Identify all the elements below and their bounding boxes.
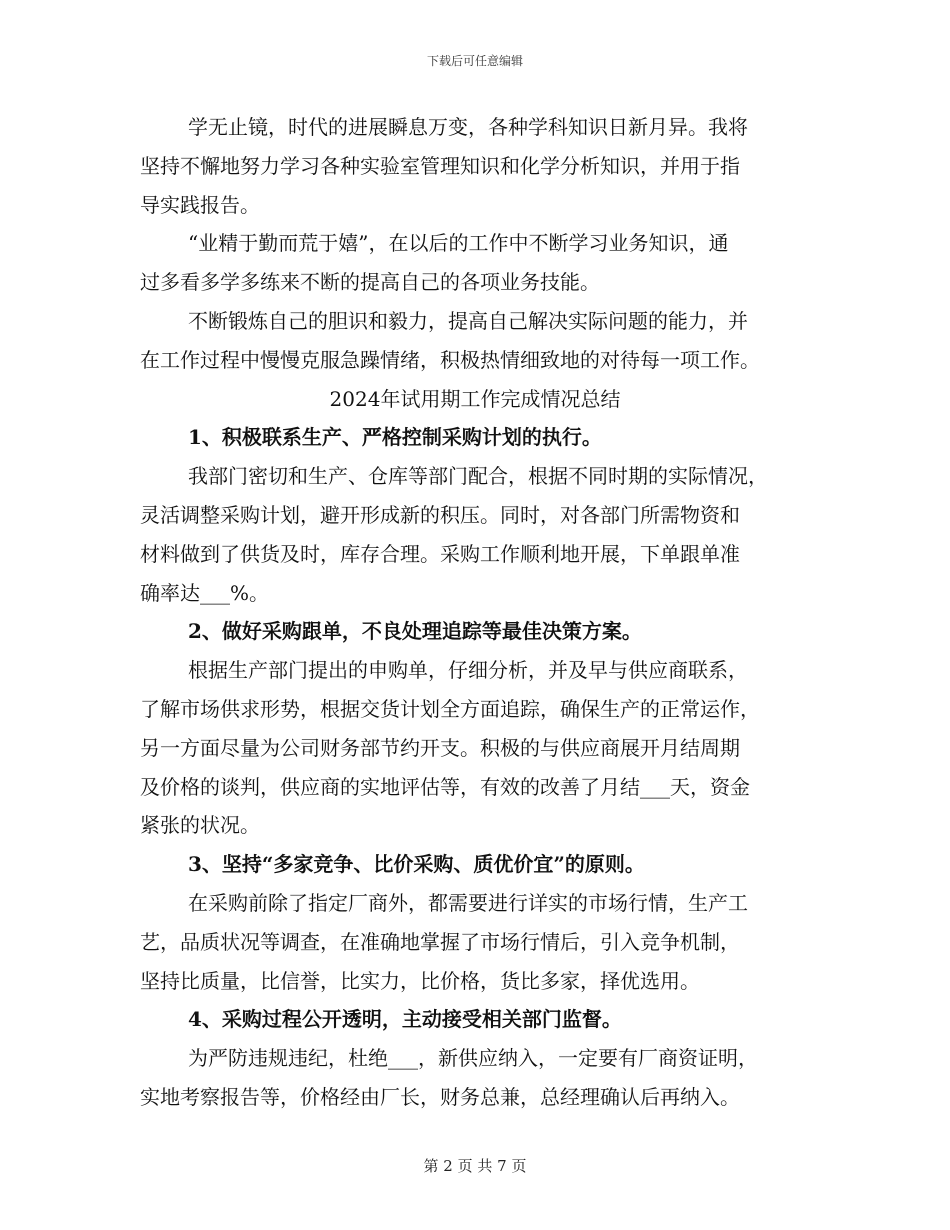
section-heading-3: 3、坚持“多家竞争、比价采购、质优价宜”的原则。: [188, 852, 645, 877]
paragraph-line: 材料做到了供货及时，库存合理。采购工作顺利地开展，下单跟单准: [140, 541, 740, 566]
paragraph-line: 灵活调整采购计划，避开形成新的积压。同时，对各部门所需物资和: [140, 502, 740, 527]
paragraph-line: 过多看多学多练来不断的提高自己的各项业务技能。: [140, 270, 600, 295]
paragraph-line: 坚持比质量，比信誉，比实力，比价格，货比多家，择优选用。: [140, 968, 700, 993]
paragraph-line: 艺，品质状况等调查，在准确地掌握了市场行情后，引入竞争机制，: [140, 929, 740, 954]
paragraph-line: 及价格的谈判，供应商的实地评估等，有效的改善了月结___天，资金: [140, 774, 750, 799]
paragraph-line: 确率达___%。: [140, 580, 270, 605]
paragraph-line: 坚持不懈地努力学习各种实验室管理知识和化学分析知识，并用于指: [140, 153, 740, 178]
paragraph-line: 导实践报告。: [140, 192, 260, 217]
paragraph-line: “业精于勤而荒于嬉”，在以后的工作中不断学习业务知识，通: [188, 231, 729, 256]
section-heading-1: 1、积极联系生产、严格控制采购计划的执行。: [188, 425, 602, 450]
paragraph-line: 不断锻炼自己的胆识和毅力，提高自己解决实际问题的能力，并: [188, 308, 748, 333]
page-header: 下载后可任意编辑: [426, 54, 523, 68]
paragraph-line: 在工作过程中慢慢克服急躁情绪，积极热情细致地的对待每一项工作。: [140, 347, 760, 372]
page-number: 第 2 页 共 7 页: [423, 1157, 527, 1175]
paragraph-line: 根据生产部门提出的申购单，仔细分析，并及早与供应商联系，: [188, 658, 748, 683]
section-heading-2: 2、做好采购跟单，不良处理追踪等最佳决策方案。: [188, 619, 642, 644]
paragraph-line: 紧张的状况。: [140, 813, 260, 838]
section-heading-4: 4、采购过程公开透明，主动接受相关部门监督。: [188, 1007, 622, 1032]
paragraph-line: 另一方面尽量为公司财务部节约开支。积极的与供应商展开月结周期: [140, 735, 740, 760]
paragraph-line: 实地考察报告等，价格经由厂长，财务总兼，总经理确认后再纳入。: [140, 1084, 740, 1109]
paragraph-line: 在采购前除了指定厂商外，都需要进行详实的市场行情，生产工: [188, 890, 748, 915]
document-body: [140, 108, 810, 1117]
paragraph-line: 学无止镜，时代的进展瞬息万变，各种学科知识日新月异。我将: [188, 115, 748, 139]
paragraph-line: 了解市场供求形势，根据交货计划全方面追踪，确保生产的正常运作，: [140, 696, 760, 721]
paragraph-line: 为严防违规违纪，杜绝___，新供应纳入，一定要有厂商资证明，: [188, 1046, 758, 1071]
section-title: 2024年试用期工作完成情况总结: [329, 386, 621, 411]
paragraph-line: 我部门密切和生产、仓库等部门配合，根据不同时期的实际情况，: [188, 464, 768, 489]
